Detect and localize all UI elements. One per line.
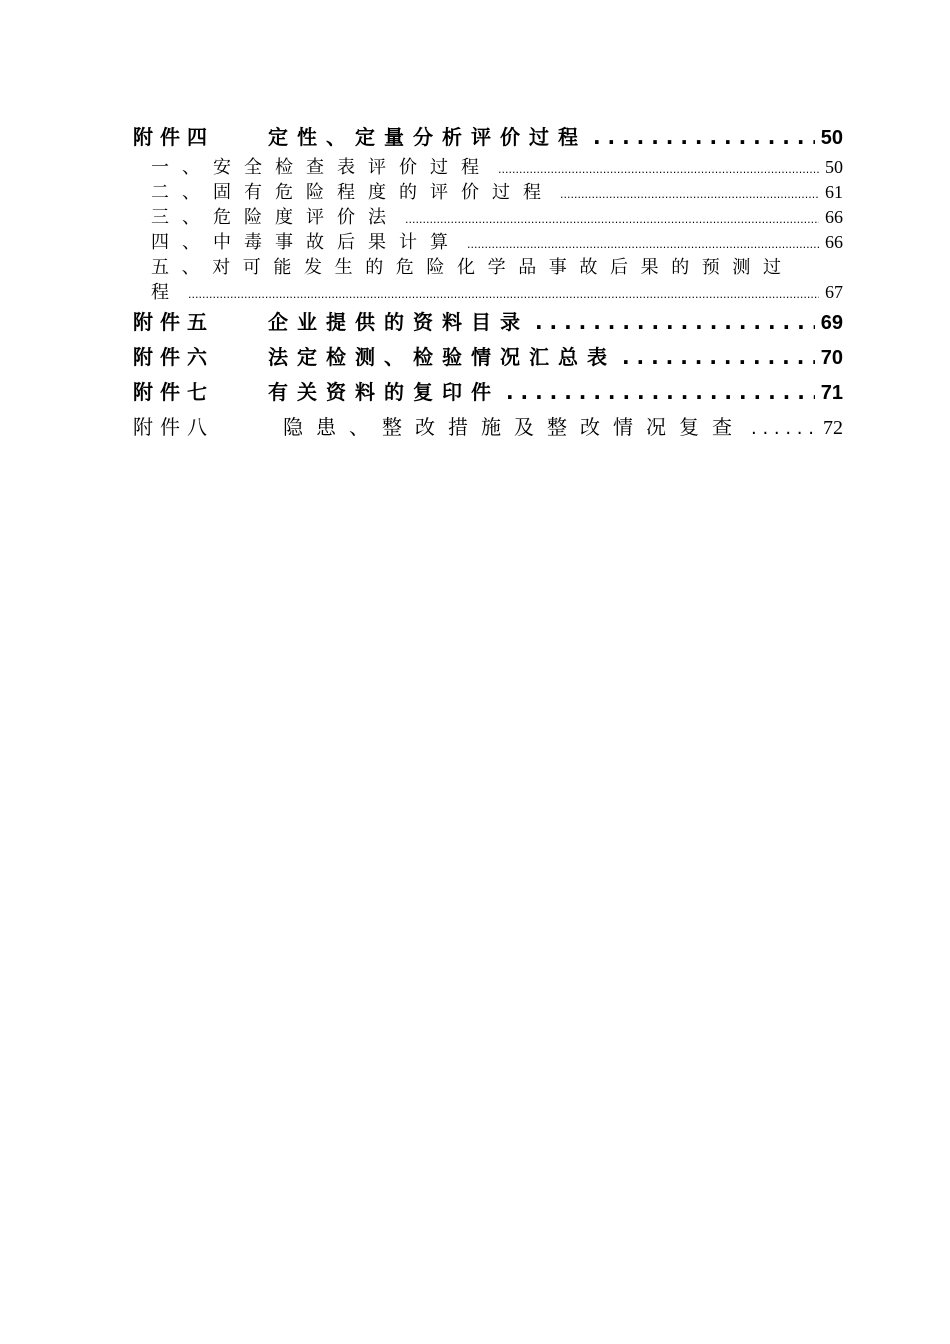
toc-entry-number: 附件七: [133, 380, 214, 404]
toc-dot-leader: [405, 210, 819, 230]
toc-dot-leader: [560, 185, 819, 205]
toc-entry-appendix-4[interactable]: [133, 120, 843, 155]
toc-page-number: 70: [820, 347, 843, 369]
toc-dot-leader: [506, 375, 815, 410]
toc-page-number: 71: [820, 382, 843, 404]
toc-entry-appendix-7[interactable]: [133, 375, 843, 410]
toc-subentry-3[interactable]: [133, 205, 843, 230]
toc-subentry-1[interactable]: [133, 155, 843, 180]
toc-page-number: 67: [825, 282, 843, 302]
toc-entry-number: 附件六: [133, 345, 214, 369]
toc-entry-title: 隐患、整改措施及整改情况复查: [283, 415, 745, 439]
toc-entry-number: 附件八: [133, 415, 214, 439]
toc-entry-number: 附件五: [133, 310, 214, 334]
toc-subentry-2[interactable]: [133, 180, 843, 205]
toc-page-number: 50: [825, 157, 843, 177]
toc-dot-leader: [498, 160, 819, 180]
toc-entry-appendix-6[interactable]: [133, 340, 843, 375]
toc-page-number: 69: [820, 312, 843, 334]
toc-entry-title: 有关资料的复印件: [268, 380, 500, 404]
toc-page-number: 61: [825, 182, 843, 202]
toc-entry-number: 附件四: [133, 125, 214, 149]
toc-dot-leader: [188, 285, 819, 305]
toc-entry-title: 二、固有危险程度的评价过程: [151, 182, 554, 203]
toc-dot-leader: [535, 305, 815, 340]
toc-entry-title-line2: 程: [151, 282, 182, 303]
toc-subentry-5-continued[interactable]: [133, 280, 843, 305]
toc-entry-appendix-5[interactable]: [133, 305, 843, 340]
toc-page-number: 50: [820, 127, 843, 149]
toc-page-number: 72: [823, 417, 843, 439]
toc-entry-title: 定性、定量分析评价过程: [268, 125, 587, 149]
toc-page-number: 66: [825, 232, 843, 252]
toc-entry-title: 法定检测、检验情况汇总表: [268, 345, 616, 369]
toc-entry-title-line1: 五、对可能发生的危险化学品事故后果的预测过: [151, 257, 794, 278]
toc-subentry-5[interactable]: [133, 255, 843, 280]
toc-entry-appendix-8[interactable]: [133, 410, 843, 445]
toc-page-number: 66: [825, 207, 843, 227]
toc-entry-title: 一、安全检查表评价过程: [151, 157, 492, 178]
table-of-contents: [133, 120, 843, 445]
toc-entry-title: 企业提供的资料目录: [268, 310, 529, 334]
toc-entry-title: 三、危险度评价法: [151, 207, 399, 228]
toc-entry-title: 四、中毒事故后果计算: [151, 232, 461, 253]
toc-dot-leader: [622, 340, 815, 375]
toc-dot-leader: [751, 410, 817, 446]
toc-dot-leader: [593, 120, 815, 155]
toc-subentry-4[interactable]: [133, 230, 843, 255]
toc-dot-leader: [467, 235, 819, 255]
